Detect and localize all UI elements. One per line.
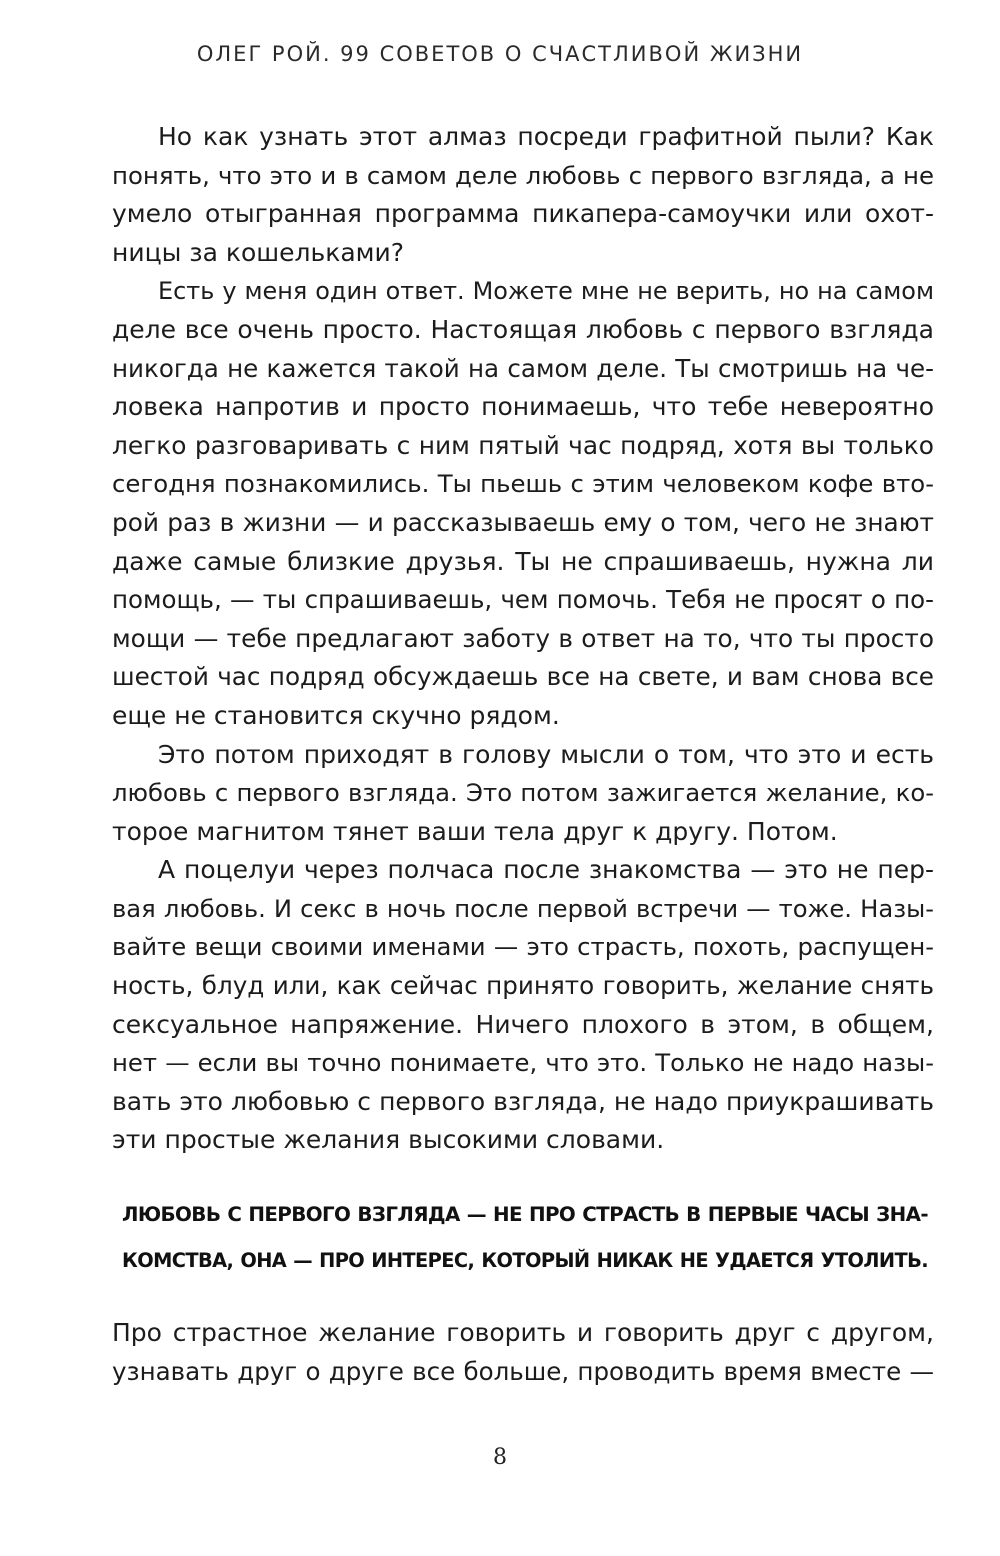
text-line: Есть у меня один ответ. Можете мне не верить, но на самом — [158, 277, 934, 306]
text-line: шестой час подряд обсуждаешь все на свете, и вам снова все — [112, 662, 934, 692]
text-line: узнавать друг о друге все больше, проводить время вместе — — [112, 1356, 934, 1386]
text-line: ность, блуд или, как сейчас принято говорить, желание снять — [112, 971, 934, 1001]
text-line: торое магнитом тянет ваши тела друг к другу. Потом. — [112, 816, 838, 846]
page-number: 8 — [493, 1445, 507, 1470]
text-line: понять, что это и в самом деле любовь с первого взгляда, а не — [112, 160, 934, 190]
text-line: рой раз в жизни — и рассказываешь ему о том, чего не знают — [112, 507, 934, 537]
text-line: сегодня познакомились. Ты пьешь с этим человеком кофе вто- — [112, 469, 934, 499]
text-line: даже самые близкие друзья. Ты не спрашиваешь, нужна ли — [112, 546, 934, 576]
text-line: никогда не кажется такой на самом деле. Ты смотришь на че- — [112, 353, 934, 383]
text-line: ницы за кошельками? — [112, 237, 405, 267]
text-line: еще не становится скучно рядом. — [112, 700, 560, 730]
pull-quote-line: ЛЮБОВЬ С ПЕРВОГО ВЗГЛЯДА — НЕ ПРО СТРАСТЬ В ПЕРВЫЕ ЧАСЫ ЗНА- — [122, 1203, 928, 1226]
text-line: любовь с первого взгляда. Это потом зажигается желание, ко- — [112, 778, 934, 808]
text-line: вайте вещи своими именами — это страсть, похоть, распущен- — [112, 932, 934, 962]
text-line: эти простые желания высокими словами. — [112, 1125, 665, 1155]
text-line: помощь, — ты спрашиваешь, чем помочь. Тебя не просят о по- — [112, 585, 934, 615]
text-line: вая любовь. И секс в ночь после первой встречи — тоже. Назы- — [112, 893, 934, 923]
body-text-top — [112, 118, 934, 1160]
text-line: деле все очень просто. Настоящая любовь с первого взгляда — [112, 314, 934, 344]
text-line: Но как узнать этот алмаз посреди графитной пыли? Как — [158, 122, 934, 151]
pull-quote — [122, 1192, 928, 1284]
text-line: А поцелуи через полчаса после знакомства — это не пер- — [158, 855, 934, 885]
text-line: умело отыгранная программа пикапера-самоучки или охот- — [112, 199, 934, 229]
text-line: Это потом приходят в голову мысли о том, что это и есть — [158, 739, 934, 769]
text-line: вать это любовью с первого взгляда, не надо приукрашивать — [112, 1086, 934, 1116]
running-header: ОЛЕГ РОЙ. 99 СОВЕТОВ О СЧАСТЛИВОЙ ЖИЗНИ — [196, 42, 804, 66]
text-line: нет — если вы точно понимаете, что это. Только не надо назы- — [112, 1048, 934, 1078]
text-line: сексуальное напряжение. Ничего плохого в этом, в общем, — [112, 1009, 934, 1039]
text-line: легко разговаривать с ним пятый час подряд, хотя вы только — [112, 430, 934, 460]
text-line: мощи — тебе предлагают заботу в ответ на то, что ты просто — [112, 623, 934, 653]
pull-quote-line: КОМСТВА, ОНА — ПРО ИНТЕРЕС, КОТОРЫЙ НИКАК НЕ УДАЕТСЯ УТОЛИТЬ. — [122, 1249, 928, 1272]
text-line: Про страстное желание говорить и говорить друг с другом, — [112, 1318, 934, 1347]
text-line: ловека напротив и просто понимаешь, что тебе невероятно — [112, 392, 934, 422]
body-text-bottom — [112, 1314, 934, 1391]
